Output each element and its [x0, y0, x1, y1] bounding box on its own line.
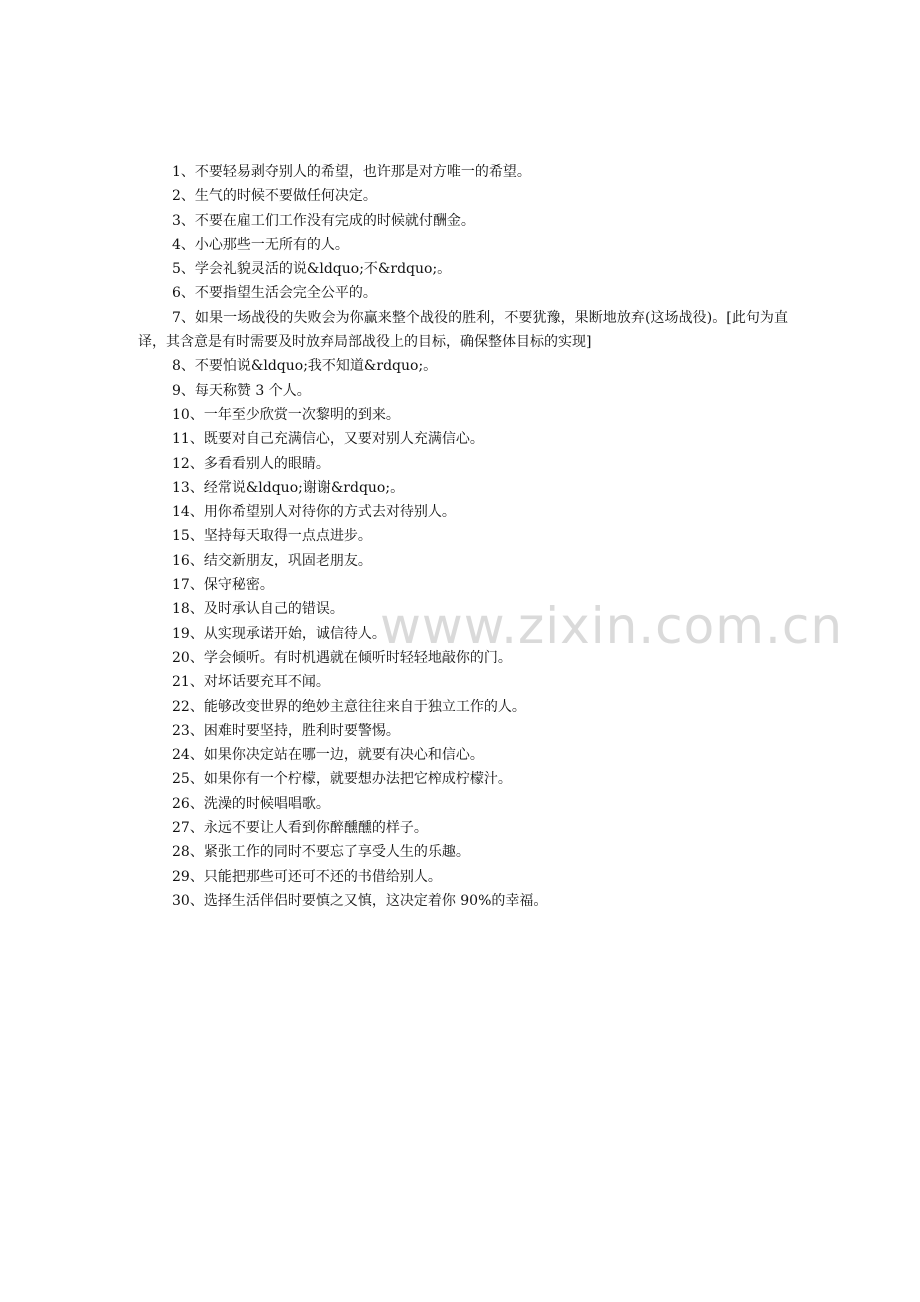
list-item: 25、如果你有一个柠檬，就要想办法把它榨成柠檬汁。: [172, 771, 512, 788]
list-item: 7、如果一场战役的失败会为你赢来整个战役的胜利，不要犹豫，果断地放弃(这场战役)。[此句为直译，其含意是有时需要及时放弃局部战役上的目标，确保整体目标的实现]: [138, 309, 788, 351]
list-item: 16、结交新朋友，巩固老朋友。: [172, 552, 372, 569]
list-item: 3、不要在雇工们工作没有完成的时候就付酬金。: [172, 212, 475, 229]
list-item: 8、不要怕说&ldquo;我不知道&rdquo;。: [172, 358, 438, 375]
list-item: 22、能够改变世界的绝妙主意往往来自于独立工作的人。: [172, 698, 526, 715]
list-item: 1、不要轻易剥夺别人的希望，也许那是对方唯一的希望。: [172, 164, 531, 180]
list-item: 2、生气的时候不要做任何决定。: [172, 188, 377, 205]
list-item: 9、每天称赞 3 个人。: [172, 382, 311, 399]
list-item: 26、洗澡的时候唱唱歌。: [172, 795, 330, 812]
list-item: 13、经常说&ldquo;谢谢&rdquo;。: [172, 479, 405, 496]
list-item: 18、及时承认自己的错误。: [172, 601, 344, 618]
list-item: 5、学会礼貌灵活的说&ldquo;不&rdquo;。: [172, 261, 452, 278]
list-item: 30、选择生活伴侣时要慎之又慎，这决定着你 90%的幸福。: [172, 892, 548, 909]
list-item: 24、如果你决定站在哪一边，就要有决心和信心。: [172, 747, 484, 764]
list-item: 21、对坏话要充耳不闻。: [172, 674, 330, 691]
list-item: 20、学会倾听。有时机遇就在倾听时轻轻地敲你的门。: [172, 649, 512, 666]
document-body: [138, 160, 788, 913]
list-item: 14、用你希望别人对待你的方式去对待别人。: [172, 504, 456, 521]
list-item: 17、保守秘密。: [172, 577, 274, 594]
list-item: 19、从实现承诺开始，诚信待人。: [172, 625, 386, 642]
list-item: 15、坚持每天取得一点点进步。: [172, 528, 372, 545]
list-item: 29、只能把那些可还可不还的书借给别人。: [172, 868, 442, 885]
list-item: 11、既要对自己充满信心，又要对别人充满信心。: [172, 431, 484, 448]
list-item: 27、永远不要让人看到你醉醺醺的样子。: [172, 820, 428, 837]
list-item: 23、困难时要坚持，胜利时要警惕。: [172, 722, 400, 739]
list-item: 28、紧张工作的同时不要忘了享受人生的乐趣。: [172, 844, 470, 861]
watermark: www.zixin.com.cn: [380, 597, 844, 655]
list-item: 6、不要指望生活会完全公平的。: [172, 285, 377, 302]
list-item: 4、小心那些一无所有的人。: [172, 236, 349, 253]
list-item: 10、一年至少欣赏一次黎明的到来。: [172, 406, 400, 423]
list-item: 12、多看看别人的眼睛。: [172, 455, 330, 472]
